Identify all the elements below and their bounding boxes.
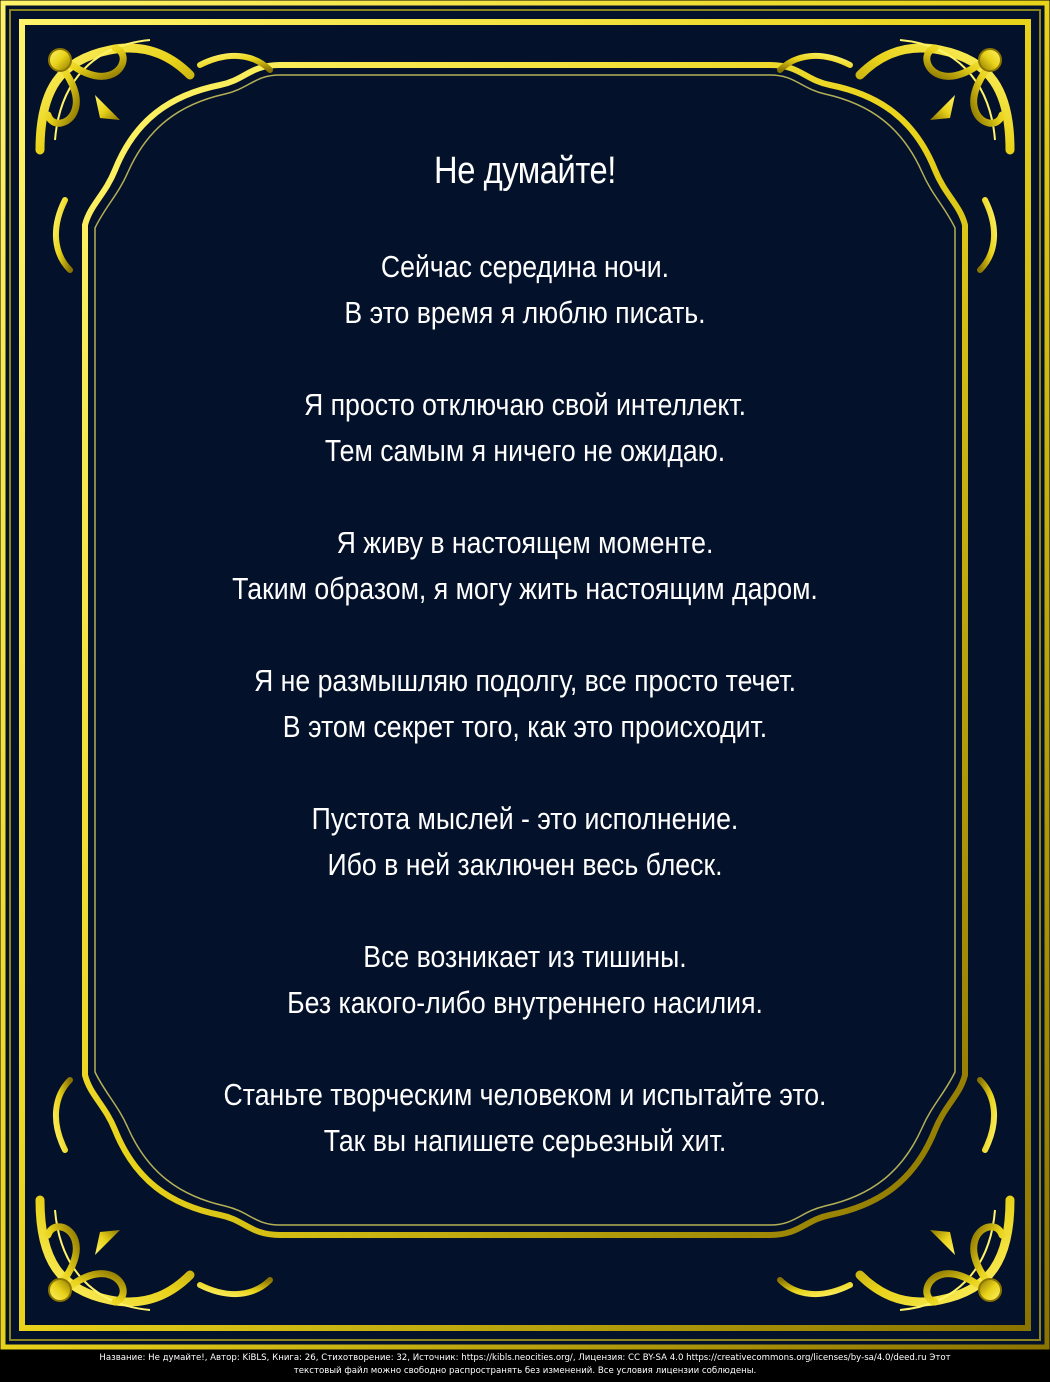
poem-line: Я просто отключаю свой интеллект.: [303, 387, 747, 422]
poem-line: В это время я люблю писать.: [344, 295, 706, 330]
poem-body: [80, 138, 970, 1210]
poem-line: Ибо в ней заключен весь блеск.: [327, 847, 723, 882]
footer-line: Название: Не думайте!, Автор: KiBLS, Книга: 26, Стихотворение: 32, Источник: https://kibls.neocities.org/, Лицензия: CC BY-SA 4.0 https://creativecommons.org/licenses/by-sa/4.0/deed.ru Этот: [99, 1353, 951, 1363]
stanza: [80, 382, 970, 474]
stanza: [80, 1072, 970, 1164]
poem-line: Пустота мыслей - это исполнение.: [311, 801, 739, 836]
poem-line: Тем самым я ничего не ожидаю.: [324, 433, 726, 468]
poem-line: Я не размышляю подолгу, все просто течет.: [253, 663, 797, 698]
poem-line: Таким образом, я могу жить настоящим даром.: [232, 571, 818, 606]
license-footer: [0, 1352, 1050, 1378]
poem-line: Я живу в настоящем моменте.: [336, 525, 714, 560]
poem-title: Не думайте!: [434, 150, 616, 192]
stanza: [80, 244, 970, 336]
poem-line: Так вы напишете серьезный хит.: [323, 1123, 727, 1158]
poem-line: В этом секрет того, как это происходит.: [282, 709, 768, 744]
poem-line: Все возникает из тишины.: [363, 939, 687, 974]
stanza: [80, 934, 970, 1026]
poem-line: Без какого-либо внутреннего насилия.: [287, 985, 763, 1020]
stanza: [80, 796, 970, 888]
stanza: [80, 520, 970, 612]
stanza: [80, 658, 970, 750]
poem-line: Сейчас середина ночи.: [380, 249, 670, 284]
footer-line: текстовый файл можно свободно распространять без изменений. Все условия лицензии соблюдены.: [293, 1366, 757, 1376]
poem-line: Станьте творческим человеком и испытайте это.: [223, 1077, 827, 1112]
